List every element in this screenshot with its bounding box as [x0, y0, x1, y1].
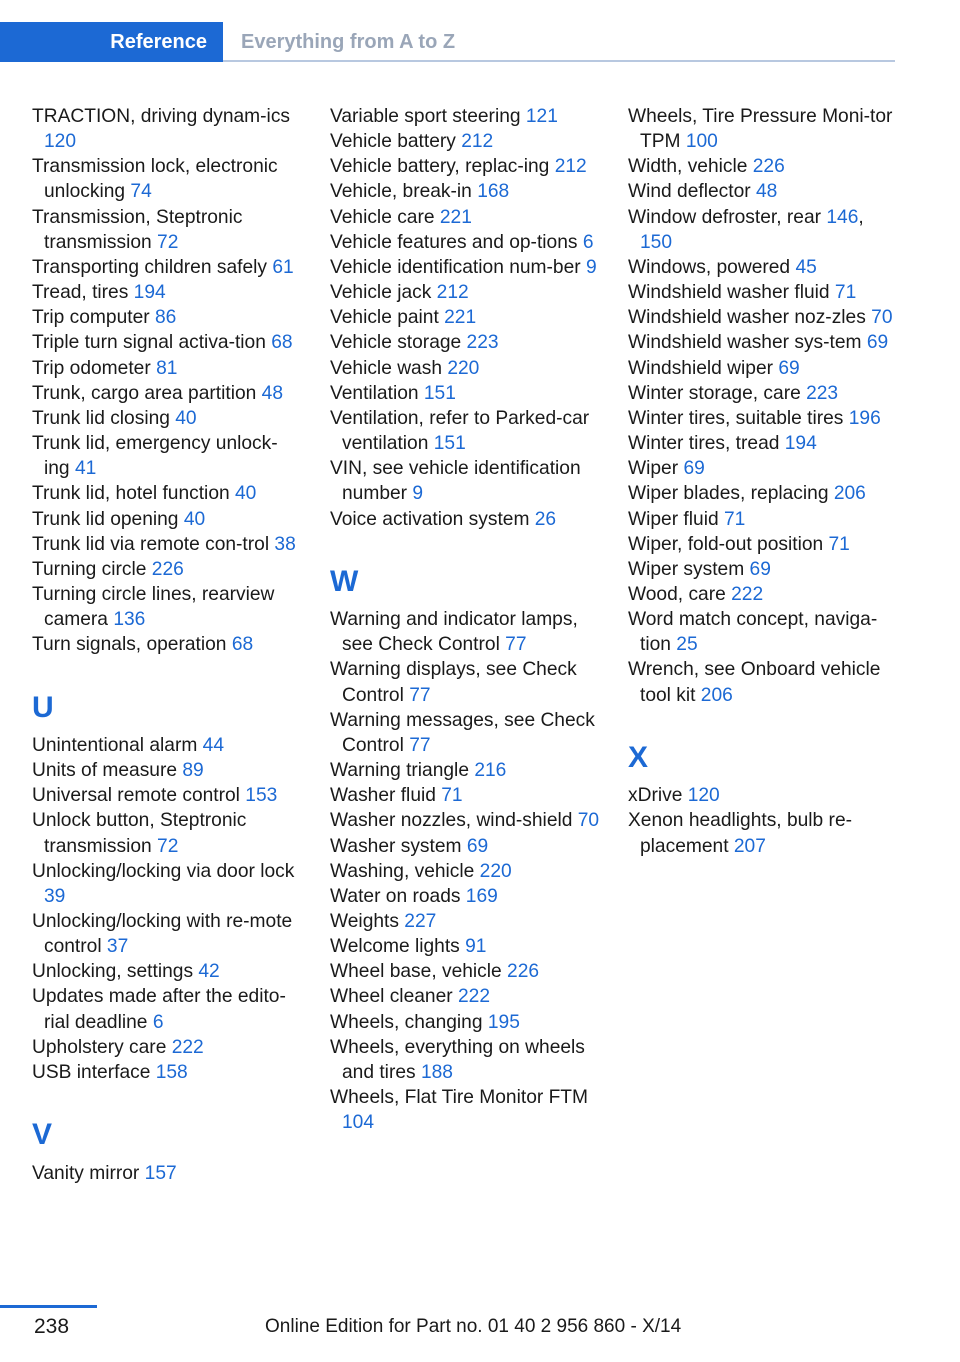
page-link[interactable]: 212	[461, 131, 494, 153]
index-term: Windshield wiper	[628, 357, 779, 379]
page-link[interactable]: 48	[755, 181, 778, 203]
page-link[interactable]: 61	[272, 256, 294, 278]
index-term: Winter tires, suitable tires	[628, 407, 849, 429]
page-link[interactable]: 69	[749, 558, 771, 580]
page-link[interactable]: 39	[44, 885, 66, 907]
page-link[interactable]: 71	[828, 533, 850, 555]
page-link[interactable]: 40	[183, 508, 206, 530]
page-link[interactable]: 222	[731, 583, 764, 605]
header-divider	[223, 60, 895, 62]
page-link[interactable]: 69	[683, 458, 705, 480]
section-subtitle: Everything from A to Z	[241, 30, 456, 53]
index-term: Wiper system	[628, 558, 750, 580]
index-term: Trunk lid, hotel function	[32, 483, 235, 505]
index-term: Wheels, Flat Tire Monitor FTM	[330, 1087, 589, 1109]
index-term: Wheel base, vehicle	[330, 961, 508, 983]
index-entry	[32, 984, 302, 1034]
page-link[interactable]: 212	[436, 282, 469, 304]
index-term: Winter tires, tread	[628, 433, 785, 455]
page-link[interactable]: 70	[871, 307, 893, 329]
page-link[interactable]: 26	[534, 508, 557, 530]
index-term: Windshield washer noz-zles	[628, 307, 872, 329]
index-entry	[628, 532, 898, 557]
index-entry	[32, 356, 302, 381]
index-letter-x: X	[628, 740, 649, 774]
index-term: Unlocking/locking via door lock	[32, 860, 295, 882]
index-entry	[330, 381, 600, 406]
index-entry	[32, 1060, 302, 1085]
index-entry	[628, 507, 898, 532]
page-link[interactable]: 9	[412, 483, 424, 505]
index-term: Trunk lid closing	[32, 407, 176, 429]
page-link[interactable]: 223	[806, 382, 839, 404]
index-term: Turning circle lines, rearview camera	[32, 583, 275, 631]
page-link[interactable]: 206	[833, 483, 866, 505]
page-link[interactable]: 72	[157, 835, 179, 857]
page-link[interactable]: 41	[74, 458, 97, 480]
index-term: Ventilation, refer to Parked-car ventilation	[330, 407, 590, 455]
index-term: Voice activation system	[330, 508, 535, 530]
index-term: Trunk, cargo area partition	[32, 382, 262, 404]
index-term: Ventilation	[330, 382, 424, 404]
index-entry	[32, 808, 302, 858]
index-term: Width, vehicle	[628, 156, 753, 178]
index-entry	[330, 708, 600, 758]
index-entry	[32, 330, 302, 355]
index-entry	[32, 557, 302, 582]
index-entry	[628, 456, 898, 481]
page-link[interactable]: 69	[866, 332, 889, 354]
page-link[interactable]: 38	[274, 533, 296, 555]
page-link[interactable]: 71	[723, 508, 746, 530]
index-entry	[330, 1010, 600, 1035]
index-term: Vehicle jack	[330, 282, 437, 304]
index-entry	[330, 230, 600, 255]
index-entry	[32, 733, 302, 758]
page-link[interactable]: 120	[687, 785, 720, 807]
index-entry	[330, 356, 600, 381]
index-entry	[330, 859, 600, 884]
index-entry	[628, 154, 898, 179]
index-entry	[330, 834, 600, 859]
index-entry	[330, 330, 600, 355]
index-letter-u: U	[32, 690, 54, 724]
page-link[interactable]: 68	[271, 332, 293, 354]
page-link[interactable]: 222	[171, 1036, 204, 1058]
index-column-2	[330, 104, 600, 1135]
index-term: Vanity mirror	[32, 1162, 145, 1184]
index-term: Wood, care	[628, 583, 732, 605]
index-entry	[32, 532, 302, 557]
index-term: Windshield washer fluid	[628, 282, 835, 304]
index-entry	[32, 783, 302, 808]
index-entry	[32, 507, 302, 532]
index-term: Word match concept, naviga-tion	[628, 609, 878, 656]
index-term: Vehicle wash	[330, 357, 448, 379]
edition-note: Online Edition for Part no. 01 40 2 956 860 - X/14	[265, 1316, 682, 1337]
page-link[interactable]: 226	[151, 558, 184, 580]
index-term: Water on roads	[330, 885, 466, 907]
index-term: Warning and indicator lamps, see Check Control	[330, 609, 578, 656]
index-term: Universal remote control	[32, 785, 246, 807]
index-term: Wheels, Tire Pressure Moni-tor TPM	[628, 106, 893, 153]
index-term: Tread, tires	[32, 282, 134, 304]
index-entry	[330, 104, 600, 129]
index-term: Vehicle paint	[330, 307, 445, 329]
index-entry	[330, 456, 600, 506]
page-link[interactable]: 136	[113, 609, 146, 631]
index-term: Washer system	[330, 835, 467, 857]
index-term: Warning triangle	[330, 760, 475, 782]
page-link[interactable]: 168	[477, 181, 510, 203]
index-entry	[628, 305, 898, 330]
index-entry	[32, 255, 302, 280]
index-entry	[628, 179, 898, 204]
index-column-3	[628, 104, 898, 859]
index-term: Windshield washer sys-tem	[628, 332, 867, 354]
page-link[interactable]: 120	[44, 131, 77, 153]
index-term: Transmission lock, electronic unlocking	[32, 156, 278, 203]
index-column-1	[32, 104, 302, 1186]
index-term: Vehicle battery	[330, 131, 462, 153]
index-term: Warning messages, see Check Control	[330, 709, 595, 756]
page-link[interactable]: 157	[144, 1162, 177, 1184]
page-link[interactable]: 153	[245, 785, 278, 807]
page-link[interactable]: 40	[175, 407, 197, 429]
index-term: Vehicle features and op-tions	[330, 231, 583, 253]
index-term: Triple turn signal activa-tion	[32, 332, 272, 354]
index-term: Wrench, see Onboard vehicle tool kit	[628, 659, 881, 706]
index-entry	[32, 104, 302, 154]
index-term: Trip odometer	[32, 357, 157, 379]
page-link[interactable]: 71	[834, 282, 857, 304]
page-link[interactable]: 151	[423, 382, 456, 404]
page-link[interactable]: 37	[106, 936, 129, 958]
page-link[interactable]: 206	[700, 684, 733, 706]
index-entry	[32, 205, 302, 255]
page-link[interactable]: 89	[182, 760, 204, 782]
index-letter-w: W	[330, 564, 359, 598]
index-entry	[32, 1161, 302, 1186]
page-link[interactable]: 91	[465, 936, 487, 958]
page-link[interactable]: 81	[156, 357, 178, 379]
index-term: Variable sport steering	[330, 106, 526, 127]
index-entry	[330, 255, 600, 280]
index-term: Wiper, fold-out position	[628, 533, 829, 555]
index-term: Winter storage, care	[628, 382, 807, 404]
index-term: Trunk lid, emergency unlock-ing	[32, 433, 278, 480]
index-entry	[330, 154, 600, 179]
page-link[interactable]: 40	[235, 483, 257, 505]
index-term: Unlock button, Steptronic transmission	[32, 810, 247, 857]
index-term: Washer fluid	[330, 785, 442, 807]
index-term: Vehicle battery, replac-ing	[330, 156, 555, 178]
index-term: Window defroster, rear	[628, 206, 827, 228]
page-link[interactable]: 207	[733, 835, 766, 857]
index-entry	[330, 607, 600, 657]
page-link[interactable]: 74	[130, 181, 152, 203]
index-entry	[330, 205, 600, 230]
page-link[interactable]: 226	[507, 961, 540, 983]
index-term: Unintentional alarm	[32, 734, 203, 756]
index-entry	[330, 884, 600, 909]
page-link[interactable]: 146	[826, 206, 859, 228]
index-entry	[330, 959, 600, 984]
index-entry	[330, 783, 600, 808]
index-entry	[32, 481, 302, 506]
page-link[interactable]: 196	[848, 407, 881, 429]
page-separator: ,	[858, 206, 864, 228]
page-link[interactable]: 151	[433, 433, 466, 455]
page-link[interactable]: 221	[444, 307, 477, 329]
index-term: Vehicle care	[330, 206, 440, 228]
index-entry	[330, 909, 600, 934]
index-term: Wiper fluid	[628, 508, 724, 530]
index-entry	[628, 330, 898, 355]
page-link[interactable]: 227	[404, 910, 437, 932]
index-term: Turning circle	[32, 558, 152, 580]
index-entry	[330, 179, 600, 204]
page-link[interactable]: 42	[198, 961, 220, 983]
page-link[interactable]: 194	[784, 433, 817, 455]
page-link[interactable]: 104	[342, 1112, 375, 1134]
index-term: Unlocking/locking with re-mote control	[32, 910, 293, 958]
index-entry	[628, 607, 898, 657]
page-link[interactable]: 72	[157, 231, 179, 253]
index-term: Trunk lid via remote con-trol	[32, 533, 275, 555]
index-entry	[330, 129, 600, 154]
index-term: Vehicle storage	[330, 332, 467, 354]
index-entry	[330, 280, 600, 305]
index-entry	[628, 406, 898, 431]
index-entry	[628, 356, 898, 381]
page-link[interactable]: 226	[752, 156, 785, 178]
page-link[interactable]: 194	[133, 282, 166, 304]
index-entry	[628, 280, 898, 305]
page-link[interactable]: 158	[155, 1061, 188, 1083]
page-link[interactable]: 220	[447, 357, 480, 379]
index-term: Units of measure	[32, 760, 183, 782]
page-link[interactable]: 221	[439, 206, 472, 228]
index-letter-v: V	[32, 1118, 53, 1152]
index-entry	[32, 406, 302, 431]
index-term: Wiper blades, replacing	[628, 483, 834, 505]
index-entry	[628, 657, 898, 707]
page-link[interactable]: 45	[795, 256, 817, 278]
index-entry	[628, 104, 898, 154]
index-term: Wiper	[628, 458, 684, 480]
page-link[interactable]: 77	[409, 684, 431, 706]
page-link[interactable]: 150	[640, 231, 673, 253]
index-entry	[32, 305, 302, 330]
page-header	[0, 22, 895, 62]
index-term: VIN, see vehicle identification number	[330, 458, 581, 505]
index-term: Transmission, Steptronic transmission	[32, 206, 243, 253]
index-term: Windows, powered	[628, 256, 796, 278]
index-term: Warning displays, see Check Control	[330, 659, 577, 706]
index-entry	[330, 657, 600, 707]
index-term: Vehicle, break-in	[330, 181, 478, 203]
page-link[interactable]: 169	[465, 885, 498, 907]
index-term: Washing, vehicle	[330, 860, 480, 882]
index-entry	[628, 205, 898, 255]
page-link[interactable]: 69	[466, 835, 489, 857]
index-entry	[628, 808, 898, 858]
index-entry	[330, 934, 600, 959]
index-entry	[32, 431, 302, 481]
page-link[interactable]: 9	[585, 256, 597, 278]
section-tab-reference: Reference	[0, 22, 223, 62]
index-entry	[330, 1085, 600, 1135]
page-link[interactable]: 195	[487, 1011, 520, 1033]
page-link[interactable]: 222	[457, 986, 490, 1008]
index-entry	[628, 557, 898, 582]
page-link[interactable]: 6	[582, 231, 594, 253]
page-link[interactable]: 86	[154, 307, 177, 329]
index-entry	[32, 381, 302, 406]
page-link[interactable]: 212	[554, 156, 587, 178]
index-entry	[32, 909, 302, 959]
index-entry	[330, 758, 600, 783]
index-entry	[628, 582, 898, 607]
index-term: Vehicle identification num-ber	[330, 256, 586, 278]
index-term: Updates made after the edito-rial deadline	[32, 986, 286, 1033]
index-entry	[628, 255, 898, 280]
index-term: Washer nozzles, wind-shield	[330, 810, 578, 832]
index-entry	[628, 783, 898, 808]
page-link[interactable]: 68	[231, 634, 254, 656]
index-term: Weights	[330, 910, 405, 932]
index-term: xDrive	[628, 785, 688, 807]
index-term: Wheels, changing	[330, 1011, 488, 1033]
index-entry	[330, 1035, 600, 1085]
page-link[interactable]: 77	[409, 734, 431, 756]
page-link[interactable]: 69	[778, 357, 800, 379]
index-term: Trunk lid opening	[32, 508, 184, 530]
page-link[interactable]: 77	[505, 634, 527, 656]
index-entry	[330, 406, 600, 456]
index-entry	[32, 582, 302, 632]
page-link[interactable]: 6	[152, 1011, 164, 1033]
index-term: Turn signals, operation	[32, 634, 232, 656]
index-entry	[628, 381, 898, 406]
page-link[interactable]: 223	[466, 332, 499, 354]
page-link[interactable]: 188	[420, 1061, 453, 1083]
page-number: 238	[34, 1315, 70, 1338]
index-term: Transporting children safely	[32, 256, 273, 278]
index-entry	[32, 632, 302, 657]
page-link[interactable]: 216	[474, 760, 507, 782]
index-entry	[32, 154, 302, 204]
index-term: Unlocking, settings	[32, 961, 199, 983]
index-term: TRACTION, driving dynam-ics	[32, 106, 291, 127]
index-entry	[32, 1035, 302, 1060]
index-entry	[628, 481, 898, 506]
page-link[interactable]: 121	[525, 106, 558, 127]
index-term: Wheels, everything on wheels and tires	[330, 1036, 585, 1083]
page-link[interactable]: 25	[676, 634, 698, 656]
index-term: Welcome lights	[330, 936, 466, 958]
page-link[interactable]: 48	[261, 382, 283, 404]
page-link[interactable]: 71	[441, 785, 463, 807]
index-entry	[330, 305, 600, 330]
index-entry	[628, 431, 898, 456]
index-term: Wheel cleaner	[330, 986, 458, 1008]
index-entry	[330, 808, 600, 833]
page-link[interactable]: 100	[685, 131, 718, 153]
index-entry	[32, 280, 302, 305]
index-entry	[32, 758, 302, 783]
index-term: Trip computer	[32, 307, 155, 329]
page-link[interactable]: 220	[479, 860, 512, 882]
index-term: Upholstery care	[32, 1036, 172, 1058]
index-term: Wind deflector	[628, 181, 756, 203]
index-term: Xenon headlights, bulb re-placement	[628, 810, 853, 857]
page-link[interactable]: 44	[202, 734, 224, 756]
page-link[interactable]: 70	[577, 810, 600, 832]
index-entry	[32, 959, 302, 984]
index-entry	[32, 859, 302, 909]
index-entry	[330, 507, 600, 532]
index-term: USB interface	[32, 1061, 156, 1083]
index-entry	[330, 984, 600, 1009]
footer-divider	[0, 1305, 97, 1308]
